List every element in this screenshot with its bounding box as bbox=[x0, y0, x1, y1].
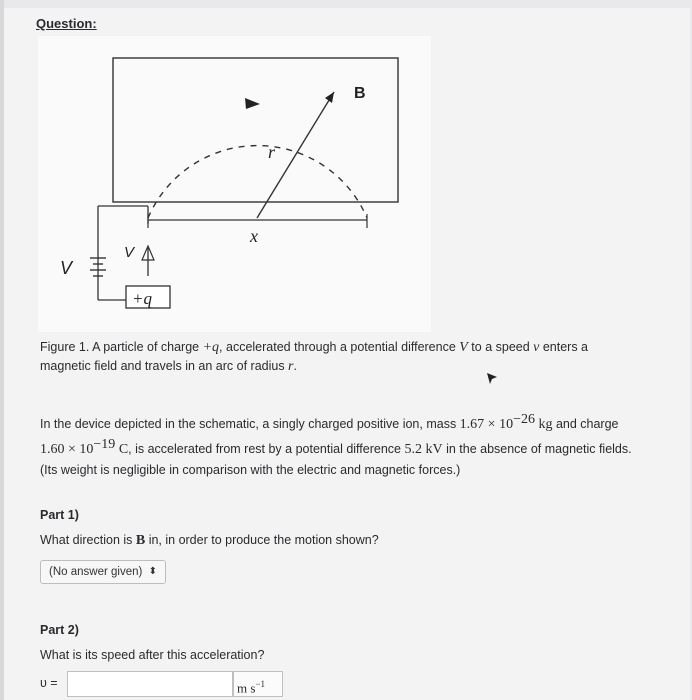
part2-title: Part 2) bbox=[40, 623, 79, 637]
answer-unit: m $s^{-1}$ bbox=[233, 671, 283, 697]
answer-label: υ = bbox=[40, 676, 58, 690]
figure-1 bbox=[38, 36, 431, 332]
radius-label: r bbox=[268, 142, 276, 162]
direction-select[interactable] bbox=[40, 560, 166, 584]
charge-label: +q bbox=[132, 289, 152, 308]
select-value: (No answer given) bbox=[49, 566, 143, 578]
part1-question: What direction is B in, in order to produce the motion shown? bbox=[40, 533, 379, 548]
voltage-label: V bbox=[60, 258, 73, 278]
speed-answer-input[interactable] bbox=[67, 671, 233, 697]
small-voltage-label: V bbox=[124, 244, 135, 261]
question-heading: Question: bbox=[36, 16, 97, 31]
mouse-cursor-icon bbox=[486, 372, 498, 386]
radius-arrowhead bbox=[325, 92, 334, 103]
select-arrows-icon: ⬍ bbox=[148, 566, 157, 577]
mass-spectrometer-diagram bbox=[38, 36, 431, 332]
figure-caption: Figure 1. A particle of charge +q, accelerated through a potential difference V to a speed v enters a magnetic field and travels in an arc of radius r. bbox=[40, 340, 589, 374]
part2-question: What is its speed after this acceleration? bbox=[40, 648, 265, 662]
arc-direction-arrow bbox=[245, 98, 260, 109]
field-region-box bbox=[113, 58, 398, 202]
problem-statement: In the device depicted in the schematic, a singly charged positive ion, mass $1.67 \times 10^{-26}$ kg and charge $1.60 \times 10^{-19}$ C, is accelerated from rest by a potential difference 5.2 kV in the absence of magnetic fields. (Its weight is negligible in comparison with the electric and magnetic forces.) bbox=[40, 412, 632, 478]
part1-title: Part 1) bbox=[40, 508, 79, 522]
field-label: B bbox=[354, 85, 366, 102]
distance-label: x bbox=[250, 226, 258, 246]
trajectory-arc bbox=[148, 146, 367, 218]
